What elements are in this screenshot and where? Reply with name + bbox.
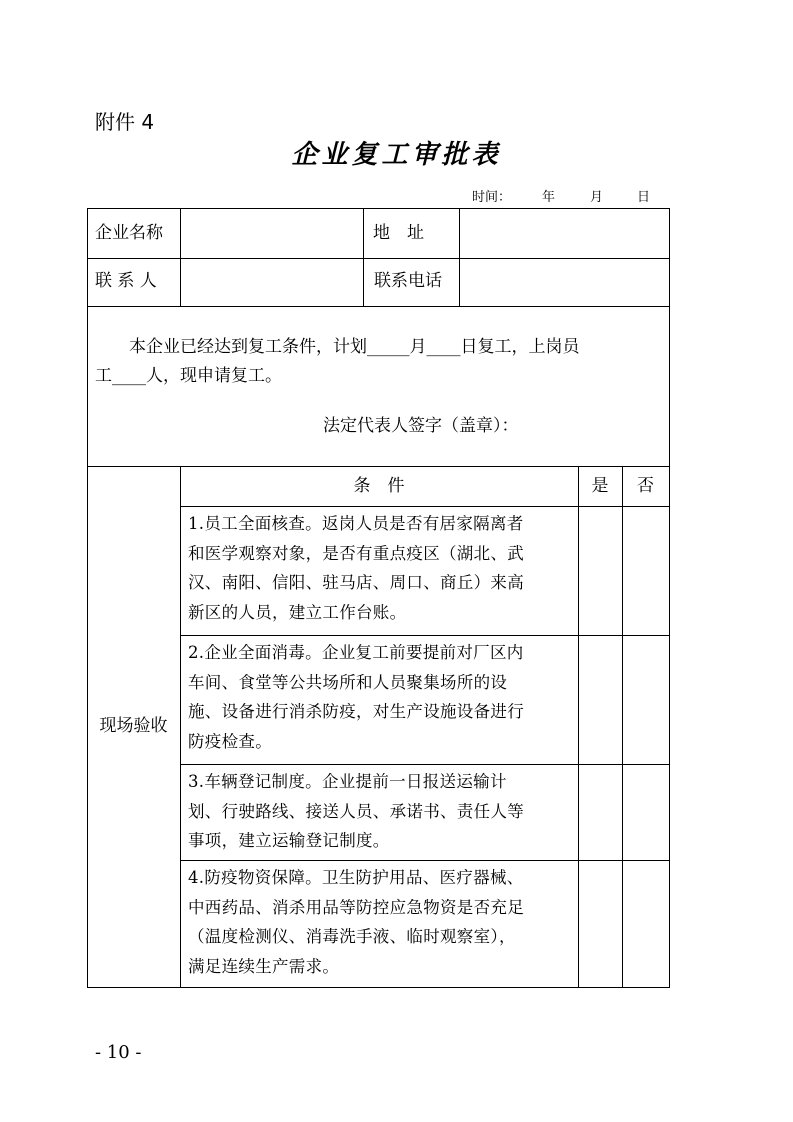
condition-3-no-cell[interactable] (623, 765, 669, 860)
contact-person-label: 联 系 人 (95, 271, 157, 291)
company-name-label: 企业名称 (95, 223, 163, 243)
condition-line: 新区的人员，建立工作台账。 (188, 602, 407, 622)
condition-line: 4.防疫物资保障。卫生防护用品、医疗器械、 (188, 868, 524, 887)
table-border-left (87, 208, 88, 988)
declaration-line-1: 本企业已经达到复工条件，计划_____月____日复工，上岗员 (95, 337, 580, 357)
company-name-field[interactable] (181, 209, 362, 258)
attachment-label: 附件 4 (95, 110, 155, 134)
form-title: 企业复工审批表 (291, 140, 502, 170)
address-field[interactable] (460, 209, 668, 258)
condition-header: 条 件 (353, 476, 405, 496)
contact-phone-label: 联系电话 (374, 271, 442, 291)
condition-line: 防疫检查。 (188, 731, 272, 751)
condition-4-yes-cell[interactable] (579, 861, 622, 987)
condition-2-yes-cell[interactable] (579, 636, 622, 764)
no-header: 否 (637, 476, 654, 496)
condition-line: 汉、南阳、信阳、驻马店、周口、商丘）来高 (188, 573, 524, 592)
condition-item-3 (188, 767, 524, 856)
yes-header: 是 (591, 476, 609, 496)
date-prefix: 时间： (472, 190, 512, 205)
condition-line: 中西药品、消杀用品等防控应急物资是否充足 (188, 897, 524, 917)
condition-line: 3.车辆登记制度。企业提前一日报送运输计 (188, 772, 507, 791)
table-rule (87, 306, 670, 307)
condition-line: 2.企业全面消毒。企业复工前要提前对厂区内 (188, 643, 524, 662)
condition-line: 事项，建立运输登记制度。 (188, 831, 390, 850)
condition-4-no-cell[interactable] (623, 861, 669, 987)
date-year: 年 (542, 190, 556, 205)
address-label: 地 址 (373, 223, 424, 243)
contact-person-field[interactable] (181, 259, 362, 306)
table-rule (363, 208, 364, 306)
contact-phone-field[interactable] (460, 259, 668, 306)
condition-item-1 (188, 509, 524, 627)
condition-line: 车间、食堂等公共场所和人员聚集场所的设 (188, 672, 508, 692)
condition-1-no-cell[interactable] (623, 507, 669, 635)
condition-line: （温度检测仪、消毒洗手液、临时观察室）， (188, 927, 516, 946)
condition-line: 满足连续生产需求。 (188, 956, 340, 976)
date-day: 日 (637, 190, 651, 205)
date-month: 月 (590, 190, 604, 205)
condition-item-2 (188, 638, 524, 756)
condition-item-4 (188, 863, 524, 981)
declaration-line-2: 工____人，现申请复工。 (95, 366, 282, 386)
table-border-bottom (87, 987, 670, 988)
page-number: - 10 - (95, 1042, 142, 1063)
condition-line: 和医学观察对象，是否有重点疫区（湖北、武 (188, 543, 524, 563)
condition-1-yes-cell[interactable] (579, 507, 622, 635)
condition-line: 1.员工全面核查。返岗人员是否有居家隔离者 (188, 514, 524, 533)
signature-label: 法定代表人签字（盖章）： (323, 416, 519, 436)
on-site-acceptance-label: 现场验收 (99, 716, 168, 736)
condition-line: 划、行驶路线、接送人员、承诺书、责任人等 (188, 801, 524, 821)
approval-form-table (87, 208, 670, 988)
condition-2-no-cell[interactable] (623, 636, 669, 764)
table-rule (87, 466, 670, 467)
table-rule (180, 466, 181, 988)
table-border-right (669, 208, 670, 988)
condition-line: 施、设备进行消杀防疫，对生产设施设备进行 (188, 702, 524, 721)
condition-3-yes-cell[interactable] (579, 765, 622, 860)
